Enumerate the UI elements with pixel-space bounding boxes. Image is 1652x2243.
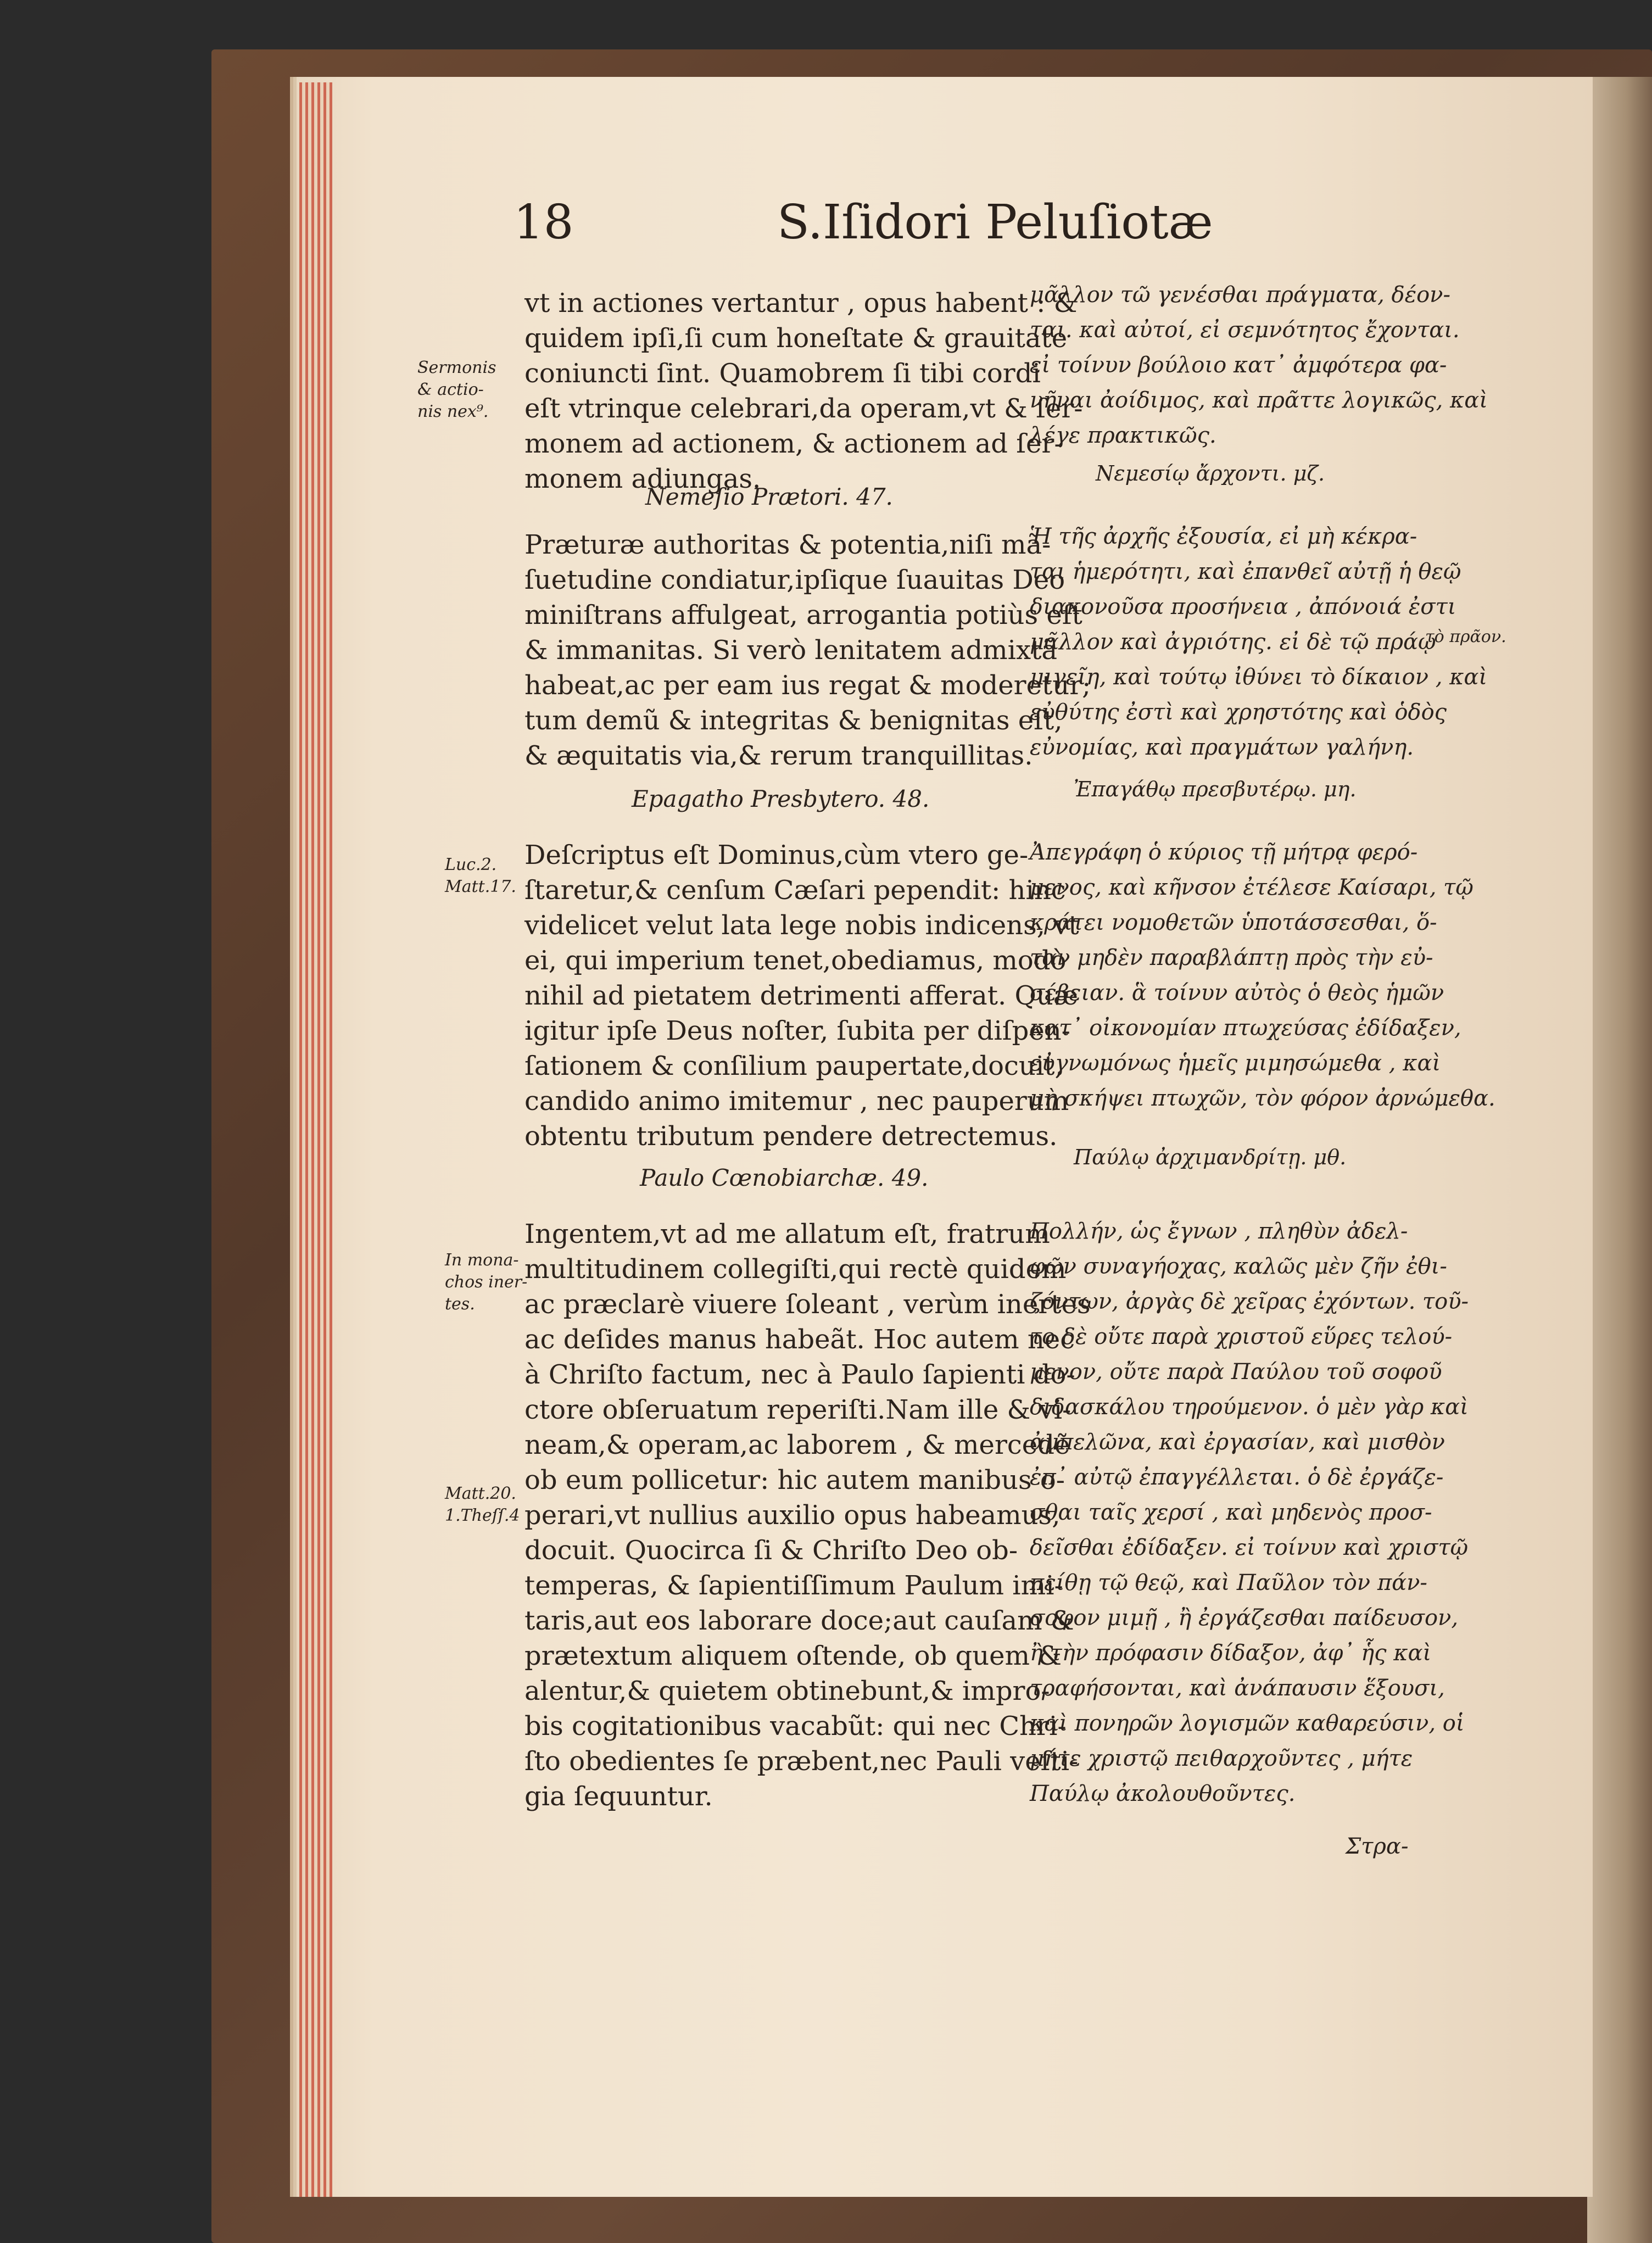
greek-heading-48: Ἐπαγάθῳ πρεσβυτέρῳ. μη.	[1074, 777, 1357, 801]
catchword: Στρα-	[1346, 1834, 1409, 1859]
next-page-edge	[1587, 77, 1652, 2243]
page-stack-edge	[299, 82, 332, 2197]
running-title: S.Iſidori Peluſiotæ	[777, 195, 1213, 250]
latin-section-48: Deſcriptus eſt Dominus,cùm vtero ge- ſtaretur,& cenſum Cæſari pependit: hinc videlicet velut lata lege nobis indicens, vt ei, qui imperium tenet,obediamus, modò nihil ad pietatem detrimenti afferat. Quæ igitur ipſe Deus noſter, ſubita per diſpen- ſationem & conſilium paupertate,docuit, candido animo imitemur , nec pauperum obtentu tributum pendere detrectemus.	[524, 840, 1079, 1152]
letter-heading-49: Paulo Cœnobiarchæ. 49.	[640, 1164, 929, 1191]
greek-section-48: Ἀπεγράφη ὁ κύριος τῇ μήτρᾳ φερό- μενος, καὶ κῆνσον ἐτέλεσε Καίσαρι, τῷ κράτει νομοθετῶν ὑποτάσσεσθαι, ὅ- ταν μηδὲν παραβλάπτῃ πρὸς τὴν εὐ- σέβειαν. ἃ τοίνυν αὐτὸς ὁ θεὸς ἡμῶν κατ᾽ οἰκονομίαν πτωχεύσας ἐδίδαξεν, εὐγνωμόνως ἡμεῖς μιμησώμεθα , καὶ μὴ σκήψει πτωχῶν, τὸν φόρον ἀρνώμεθα.	[1030, 840, 1495, 1111]
margin-note-matt-thess: Matt.20. 1.Theſſ.4	[445, 1484, 520, 1525]
greek-section-49: Πολλήν, ὡς ἔγνων , πληθὺν ἀδελ- φῶν συναγήοχας, καλῶς μὲν ζῆν ἐθι- ζόντων, ἀργὰς δὲ χεῖρας ἐχόντων. τοῦ- το δὲ οὔτε παρὰ χριστοῦ εὕρες τελού- μενον, οὔτε παρὰ Παύλου τοῦ σοφοῦ διδασκάλου τηρούμενον. ὁ μὲν γὰρ καὶ ἀμπελῶνα, καὶ ἐργασίαν, καὶ μισθὸν ἐπ᾽ αὐτῷ ἐπαγγέλλεται. ὁ δὲ ἐργάζε- σθαι ταῖς χερσί , καὶ μηδενὸς προσ- δεῖσθαι ἐδίδαξεν. εἰ τοίνυν καὶ χριστῷ πείθῃ τῷ θεῷ, καὶ Παῦλον τὸν πάν- σοφον μιμῇ , ἢ ἐργάζεσθαι παίδευσον, ἢ τὴν πρόφασιν δίδαξον, ἀφ᾽ ἧς καὶ τραφήσονται, καὶ ἀνάπαυσιν ἕξουσι, καὶ πονηρῶν λογισμῶν καθαρεύσιν, οἱ μήτε χριστῷ πειθαρχοῦντες , μήτε Παύλῳ ἀκολουθοῦντες.	[1030, 1219, 1469, 1806]
latin-section-49: Ingentem,vt ad me allatum eſt, fratrum multitudinem collegiſti,qui rectè quidem ac præclarè viuere ſoleant , verùm inertes ac deſides manus habeãt. Hoc autem nec à Chriſto factum, nec à Paulo ſapienti do- ctore obſeruatum reperiſti.Nam ille & vi- neam,& operam,ac laborem , & mercedẽ ob eum pollicetur: hic autem manibus o- perari,vt nullius auxilio opus habeamus, docuit. Quocirca ſi & Chriſto Deo ob- temperas, & ſapientiſſimum Paulum imi- taris,aut eos laborare doce;aut cauſam & prætextum aliquem oſtende, ob quem & alentur,& quietem obtinebunt,& impro- bis cogitationibus vacabũt: qui nec Chri- ſto obedientes ſe præbent,nec Pauli veſti- gia ſequuntur.	[524, 1219, 1091, 1812]
letter-heading-48: Epagatho Presbytero. 48.	[632, 785, 930, 812]
greek-section-47: Ἡ τῆς ἀρχῆς ἐξουσία, εἰ μὴ κέκρα- ται ἡμερότητι, καὶ ἐπανθεῖ αὐτῇ ἡ θεῷ διακονοῦσα προσήνεια , ἀπόνοιά ἐστι μᾶλλον καὶ ἀγριότης. εἰ δὲ τῷ πράῳ μιγεῖη, καὶ τούτῳ ἰθύνει τὸ δίκαιον , καὶ εὐθύτης ἐστὶ καὶ χρηστότης καὶ ὁδὸς εὐνομίας, καὶ πραγμάτων γαλήνη.	[1030, 524, 1488, 760]
letter-heading-47: Nemeſio Prætori. 47.	[645, 483, 893, 510]
greek-section-0: μᾶλλον τῶ γενέσθαι πράγματα, δέον- ται. καὶ αὐτοί, εἰ σεμνότητος ἔχονται. εἰ τοίνυν βούλοιο κατ᾽ ἀμφότερα φα- νῆναι ἀοίδιμος, καὶ πρᾶττε λογικῶς, καὶ λέγε πρακτικῶς.	[1030, 282, 1488, 448]
greek-heading-49: Παύλῳ ἀρχιμανδρίτῃ. μθ.	[1074, 1145, 1347, 1169]
margin-note-monachos: In mona- chos iner- tes.	[445, 1251, 528, 1314]
greek-margin-note: τὸ πρᾶον.	[1425, 627, 1506, 646]
margin-note-sermonis: Sermonis & actio- nis nex⁹.	[417, 358, 496, 421]
page-number: 18	[514, 195, 574, 250]
latin-section-0: vt in actiones vertantur , opus habent : & quidem ipſi,ſi cum honeſtate & grauitate coniuncti ſint. Quamobrem ſi tibi cordi eſt vtrinque celebrari,da operam,vt & ſer- monem ad actionem, & actionem ad ſer- monem adiungas.	[524, 288, 1083, 494]
margin-note-luc-matt: Luc.2. Matt.17.	[445, 855, 516, 896]
latin-section-47: Præturæ authoritas & potentia,niſi mã- ſuetudine condiatur,ipſique ſuauitas Deo miniſtrans affulgeat, arrogantia potiùs eſt & immanitas. Si verò lenitatem admixtã habeat,ac per eam ius regat & moderetur; tum demũ & integritas & benignitas eſt, & æquitatis via,& rerum tranquillitas.	[524, 529, 1091, 771]
greek-heading-47: Νεμεσίῳ ἄρχοντι. μζ.	[1096, 461, 1325, 486]
